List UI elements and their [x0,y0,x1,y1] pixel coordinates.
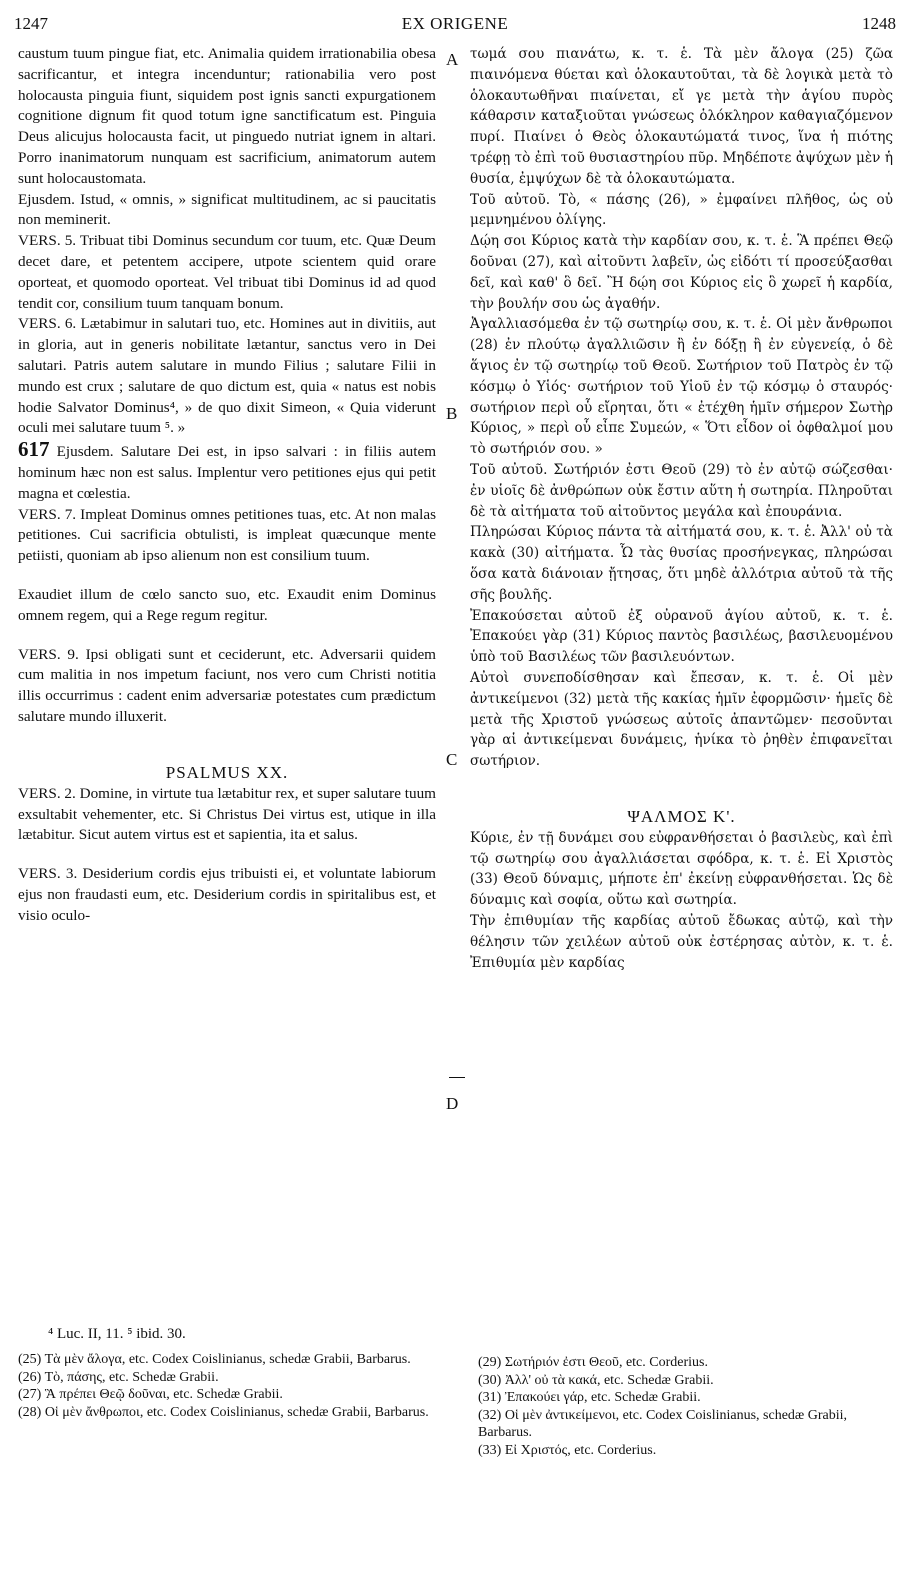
latin-text: Ejusdem. Salutare Dei est, in ipso salvari : in filiis autem hominum hæc non est salus. Implentur vero petitiones ejus qui petit magna et cœlestia. [18,443,437,502]
greek-paragraph: Τοῦ αὐτοῦ. Σωτήριόν ἐστι Θεοῦ (29) τὸ ἐν αὐτῷ σώζεσθαι· ἐν υἱοῖς δὲ ἀνθρώπων οὐκ ἔστιν αὕτη ἡ σωτηρία. Πληροῦται δὲ τὰ αἰτήματα τοῦ αἰτοῦντος μεγάλα καὶ ἐπουράνια. [470,461,893,520]
latin-paragraph: VERS. 9. Ipsi obligati sunt et ceciderunt, etc. Adversarii quidem cum malitia in nos impetum faciunt, nos vero cum Christi notitia illis occurrimus : cadent enim adversariæ potestates cum prædictum salutare mundo illuxerit. [18,645,436,725]
greek-paragraph: Τοῦ αὐτοῦ. Τὸ, « πάσης (26), » ἐμφαίνει πλῆθος, ὡς οὐ μεμνημένου ὀλίγης. [470,191,893,229]
greek-column [470,44,893,973]
scripture-references: ⁴ Luc. II, 11. ⁵ ibid. 30. [48,1326,186,1342]
section-marker-a: A [446,50,459,69]
latin-paragraph: VERS. 2. Domine, in virtute tua lætabitur rex, et super salutare tuum exsultabit vehementer, etc. Si Christus Dei virtus est, utique in illa lætabitur. Sicut autem virtus est et sapientia, ita et salus. [18,784,436,844]
greek-paragraph: Κύριε, ἐν τῇ δυνάμει σου εὐφρανθήσεται ὁ βασιλεὺς, καὶ ἐπὶ τῷ σωτηρίῳ σου ἀγαλλιάσεται σφόδρα, κ. τ. ἑ. Εἰ Χριστὸς (33) Θεοῦ δύναμις, μήποτε ἐπ' ἐκείνῃ εὐφρανθήσεται. Ὡς δὲ δύναμις καὶ σοφία, οὕτω καὶ σωτηρία. [470,829,893,909]
footnote: (33) Εἰ Χριστός, etc. Corderius. [478,1442,657,1458]
column-number: 617 [18,437,50,462]
page-header [14,14,896,40]
latin-footnotes [18,1326,438,1421]
greek-psalm-heading: ΨΑΛΜΟΣ Κ'. [627,806,736,826]
footnote: (27) Ἃ πρέπει Θεῷ δοῦναι, etc. Schedæ Grabii. [18,1387,283,1402]
footnote: (28) Οἱ μὲν ἄνθρωποι, etc. Codex Coislinianus, schedæ Grabii, Barbarus. [18,1404,429,1420]
latin-psalm-heading: PSALMUS XX. [165,762,289,782]
section-marker-d: D [446,1094,459,1113]
footnote: (31) Ἐπακούει γάρ, etc. Schedæ Grabii. [478,1390,701,1405]
latin-paragraph: Ejusdem. Istud, « omnis, » significat multitudinem, ac si paucitatis non meminerit. [18,190,436,229]
footnote: (26) Τὸ, πάσης, etc. Schedæ Grabii. [18,1369,219,1385]
section-marker-b: B [446,404,458,423]
footnote: (32) Οἱ μὲν ἀντικείμενοι, etc. Codex Coislinianus, schedæ Grabii, Barbarus. [478,1407,848,1440]
running-title: EX ORIGENE [401,14,509,33]
latin-paragraph: VERS. 3. Desiderium cordis ejus tribuisti ei, et voluntate labiorum ejus non fraudasti eum, etc. Desiderium cordis in spiritalibus est, et visio oculo- [18,865,436,924]
footnote: (30) Ἀλλ' οὐ τὰ κακά, etc. Schedæ Grabii. [478,1372,714,1388]
latin-paragraph: VERS. 5. Tribuat tibi Dominus secundum cor tuum, etc. Quæ Deum decet dare, et petentem accipere, utpote scientem quid orare oporteat, et quomodo oporteat. Vel tribuat tibi Dominus id ad quod tendit cor, consilium tuum tanquam bonum. [18,232,436,312]
greek-paragraph: Αὐτοὶ συνεποδίσθησαν καὶ ἔπεσαν, κ. τ. ἑ. Οἱ μὲν ἀντικείμενοι (32) μετὰ τῆς κακίας ἡμῖν ἐφορμῶσιν· ἡμεῖς δὲ μετὰ τῆς Χριστοῦ γνώσεως αὐτοῖς ἀπαντῶμεν· πεσοῦνται γὰρ αἱ ἀντικείμεναι δυνάμεις, ἡνίκα τὸ ῥηθὲν ἐπιφανεῖται σωτήριον. [470,669,893,770]
greek-paragraph: Ἐπακούσεται αὐτοῦ ἐξ οὐρανοῦ ἁγίου αὐτοῦ, κ. τ. ἑ. Ἐπακούει γὰρ (31) Κύριος παντὸς βασιλέως, βασιλευομένου ὑπὸ τοῦ Βασιλέως τῶν βασιλευόντων. [470,607,893,666]
greek-paragraph: Δῴη σοι Κύριος κατὰ τὴν καρδίαν σου, κ. τ. ἑ. Ἃ πρέπει Θεῷ δοῦναι (27), καὶ αἰτοῦντι λαβεῖν, ὡς εἰδότι τί προσεύξασθαι δεῖ, καὶ καθ' ὃ δεῖ. Ἢ δῴη σοι Κύριος εἰς ὃ χωρεῖ ἡ καρδία, τὴν βουλήν σου ὡς ἀγαθήν. [470,233,893,312]
left-page-number: 1247 [14,14,48,33]
right-page-number: 1248 [862,14,896,33]
latin-paragraph: Exaudiet illum de cœlo sancto suo, etc. Exaudit enim Dominus omnem regem, qui a Rege regum regitur. [18,585,436,624]
latin-paragraph: caustum tuum pingue fiat, etc. Animalia quidem irrationabilia obesa sacrificantur, et integra incenduntur; rationabilia vero post holocausta pinguia fiunt, siquidem post ignis sancti expurgationem cognitione dignum fit quod totum igne sanctificatum est. Pinguia Deus alicujus holocausta facit, ut pinguedo nutriat ignem in altari. Porro inanimatorum nunquam est sacrificium, animatorum autem sunt holocaustomata. [18,45,436,187]
latin-paragraph: VERS. 7. Impleat Dominus omnes petitiones tuas, etc. At non malas petitiones. Cui sacrificia obtulisti, is impleat quæcunque mente petiisti, quoniam ab ipso alienum non est consilium tuum. [18,505,436,565]
greek-paragraph: Πληρώσαι Κύριος πάντα τὰ αἰτήματά σου, κ. τ. ἑ. Ἀλλ' οὐ τὰ κακὰ (30) αἰτήματα. Ὧ τὰς θυσίας προσήνεγκας, πληρώσαι ὅσα κατὰ διάνοιαν ᾔτησας, ὅτι μηδὲ ἀλλότρια αὐτοῦ τὰ τῆς σῆς βουλῆς. [470,524,893,603]
section-marker-c: C [446,750,458,769]
greek-footnotes [478,1354,898,1459]
latin-paragraph: VERS. 6. Lætabimur in salutari tuo, etc. Homines aut in divitiis, aut in gloria, aut in generis nobilitate lætantur, sanctus vero in Dei salutari. Patris autem salutare in mundo Filius ; salutare Filii in mundo est crux ; salutare de quo dictum est, quia « natus est nobis hodie Salvator Dominus⁴, » de quo dixit Simeon, « Quia viderunt oculi mei salutare tuum ⁵. » [18,315,436,437]
footnote: (25) Τὰ μὲν ἄλογα, etc. Codex Coislinianus, schedæ Grabii, Barbarus. [18,1352,411,1367]
latin-paragraph [18,439,436,504]
greek-paragraph: τωμά σου πιανάτω, κ. τ. ἑ. Τὰ μὲν ἄλογα (25) ζῶα πιαινόμενα θύεται καὶ ὁλοκαυτοῦται, τὰ δὲ λογικὰ μετὰ τὸ ὁλοκαυτωθῆναι πιαίνεται, εἴ γε μετὰ τὴν ἁγίου πυρὸς κάθαρσιν καταξιοῦται γνώσεως ὁλόκληρον καθαγιαζόμενον πυρί. Πιαίνει ὁ Θεὸς ὁλοκαυτώματά τινος, ἵνα ἡ πιότης τρέφῃ τὸ ἐπὶ τοῦ θυσιαστηρίου πῦρ. Μηδέποτε ἀψύχων μὲν ἡ θυσία, ἐμψύχων δὲ τὰ ὁλοκαυτώματα. [470,46,893,187]
greek-paragraph: Τὴν ἐπιθυμίαν τῆς καρδίας αὐτοῦ ἔδωκας αὐτῷ, καὶ τὴν θέλησιν τῶν χειλέων αὐτοῦ οὐκ ἐστέρησας αὐτὸν, κ. τ. ἑ. Ἐπιθυμία μὲν καρδίας [470,913,893,971]
latin-column [18,44,436,926]
footnote: (29) Σωτήριόν ἐστι Θεοῦ, etc. Corderius. [478,1355,708,1370]
greek-paragraph: Ἀγαλλιασόμεθα ἐν τῷ σωτηρίῳ σου, κ. τ. ἑ. Οἱ μὲν ἄνθρωποι (28) ἐν πλούτῳ ἀγαλλιῶσιν ἢ ἐν δόξῃ ἢ ἐν εὐγενείᾳ, ὁ δὲ ἅγιος ἐν τῷ σωτηρίῳ τοῦ Θεοῦ. Σωτήριον τοῦ Πατρὸς ἐν τῷ κόσμῳ ὁ Υἱός· σωτήριον τοῦ Υἱοῦ ἐν τῷ κόσμῳ ὁ σταυρός· σωτήριον περὶ οὗ εἴρηται, ὅτι « ἐτέχθη ἡμῖν σήμερον Σωτὴρ Κύριος, » περὶ οὗ εἶπε Συμεών, « Ὅτι εἶδον οἱ ὀφθαλμοί μου τὸ σωτήριόν σου. » [470,316,893,458]
column-separator [449,1077,465,1078]
